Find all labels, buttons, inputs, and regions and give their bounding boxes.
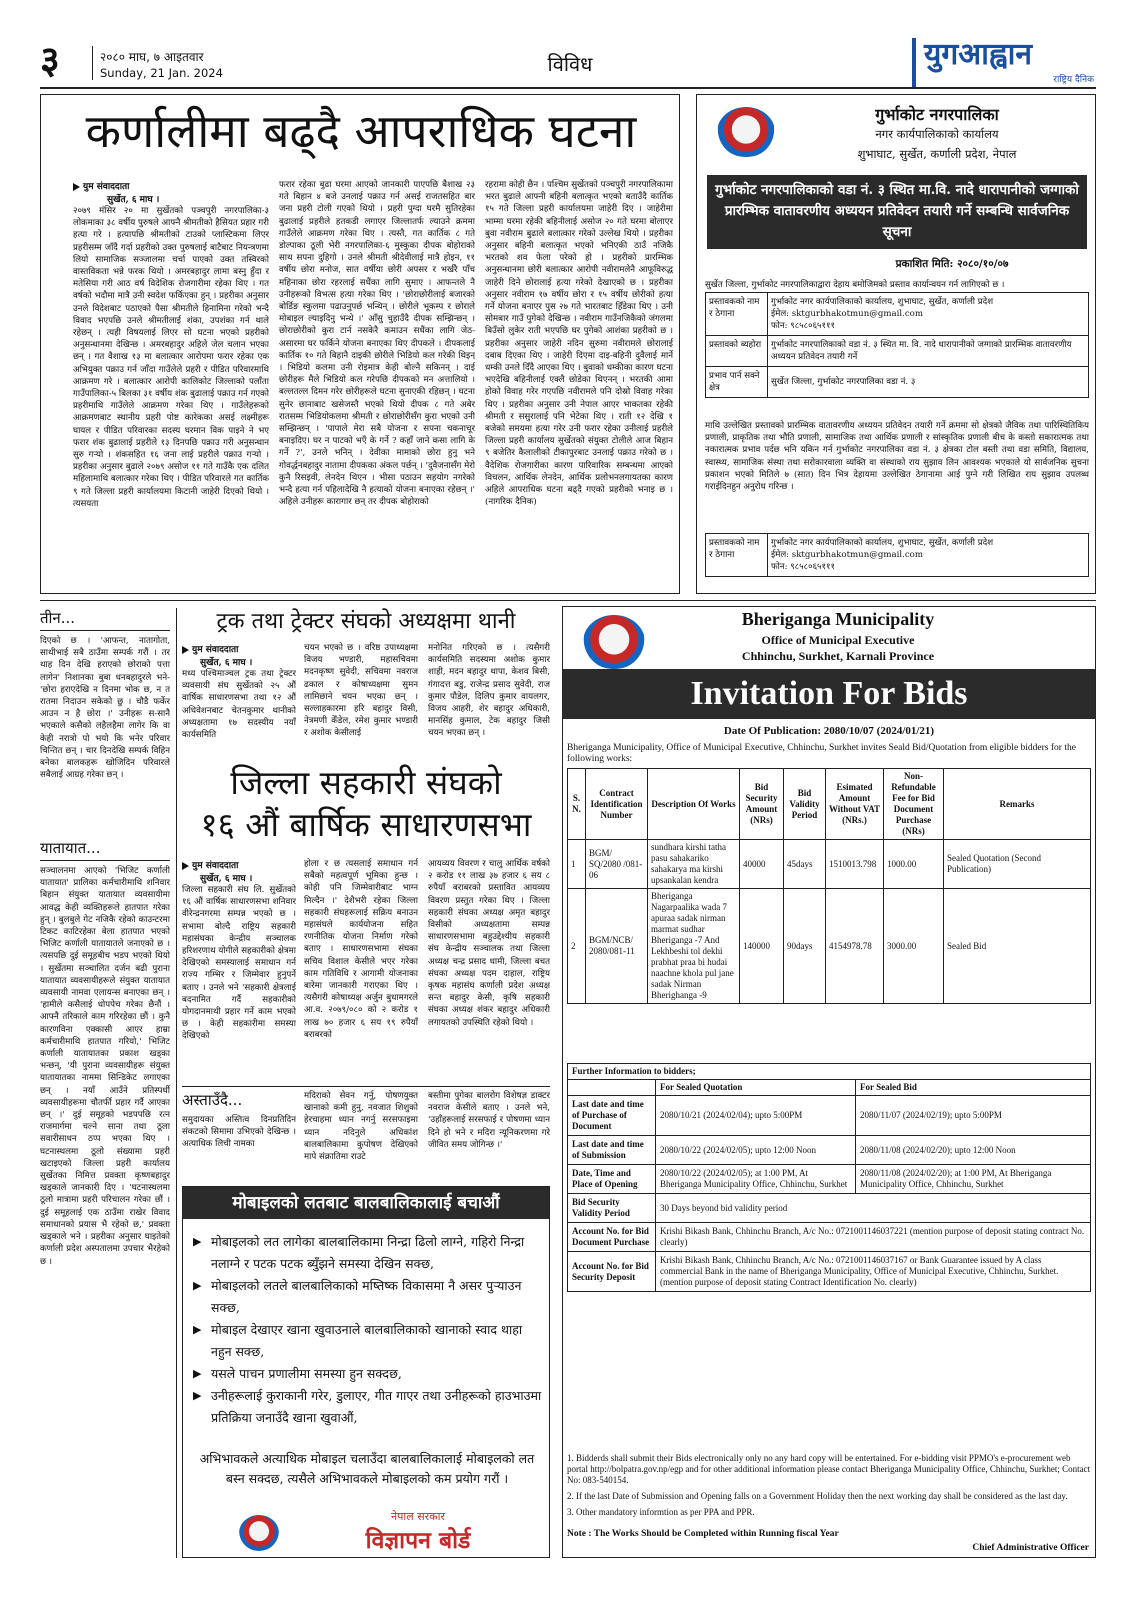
bids-cell: BGM/NCB/ 2080/081-11	[586, 889, 648, 1004]
mobile-ad-bullet-text: मोबाइलको लत लागेका बालबालिकामा निन्द्रा ढिलो लाग्ने, गहिरो निन्द्रा नलाग्ने र पटक पटक ब्युँझने समस्या देखिन सक्छ,	[211, 1234, 525, 1271]
mobile-ad-bullet	[193, 1275, 543, 1319]
bids-column-header: Description Of Works	[648, 769, 740, 840]
mobile-ad-bullet	[193, 1319, 543, 1363]
page-number: ३	[40, 37, 60, 82]
mobile-ad	[182, 1186, 550, 1558]
nepal-emblem-icon	[583, 615, 645, 669]
astaundai-section	[182, 1090, 550, 1180]
arrow-bullet-icon: ▶	[193, 1235, 202, 1248]
bullet-icon	[182, 646, 189, 654]
mobile-ad-bullet-text: उनीहरूलाई कुराकानी गरेर, डुलाएर, गीत गाएर तथा उनीहरूको हाउभाउमा प्रतिक्रिया जनाउँदै खाना खुवाऔं,	[211, 1388, 542, 1425]
sahakari-byline: युम संवाददाता	[192, 861, 239, 871]
yatayat-section	[40, 838, 170, 1583]
contact-label: प्रस्तावकको नाम र ठेगाना	[706, 534, 768, 577]
bids-cell: 4154978.78	[826, 889, 884, 1004]
sahakari-column-1: जिल्ला सहकारी संघ लि. सुर्खेतको १६ औं वार्षिक साधारणसभा शनिवार वीरेन्द्रनगरमा सम्पन्न भएको छ । सभामा बोल्दै राष्ट्रिय सहकारी महासंघका केन्द्रीय सञ्चालक हरिशरणाथ योगीले सहकारीको क्षेत्रमा देखिएको समस्यालाई समाधान गर्न राज्य गम्भिर र जिम्मेवार हुनुपर्ने बताए । उनले भने 'सहकारी क्षेत्रलाई बदनामित गर्दै सहकारीको योगदानमाथी प्रहार गर्ने काम भएको छ । केही सहकारीमा समस्या देखिएको	[182, 885, 296, 1042]
truck-column-3: मनोनित गरिएको छ । त्यसैगरी कार्यसमिति सदस्यमा अशोक कुमार शाही, मदन बहादुर थापा, केशव बिसी, गंगादत्त बडु, राजेन्द्र प्रसाद सुवेदी, राज कुमार पौडेल, दिलिप कुमार वायलगर, विजय आहरी, शेर बहादुर अधिकारी, मानसिंह कुमाल, टेक बहादुर जिसी चयन भएका छन् ।	[428, 643, 550, 739]
gurbhakot-notice	[696, 94, 1096, 594]
mobile-ad-bullet	[193, 1231, 543, 1275]
truck-story	[182, 606, 550, 756]
truck-headline: ट्रक तथा ट्रेक्टर संघको अध्यक्षमा थानी	[216, 609, 516, 634]
info-value: 2080/10/21 (2024/02/04); upto 5:00PM	[656, 1096, 856, 1136]
bids-column-header: Bid Validity Period	[784, 769, 826, 840]
sahakari-dateline: सुर्खेत, ६ माघ ।	[200, 874, 253, 884]
bullet-icon	[73, 183, 80, 191]
bids-date: Date Of Publication: 2080/10/07 (2024/01/21)	[723, 725, 935, 737]
bids-cell: 2	[568, 889, 586, 1004]
bids-note: 2. If the last Date of Submission and Opening falls on a Government Holiday then the next working day shall be considered as the last day.	[567, 1491, 1068, 1501]
lead-column-1: २०७९ मंसिर २० मा सुर्खेतको पञ्चपुरी नगरपालिका-३ लोकमाका ३८ वर्षीय पुरुषले आफ्नै श्रीमतीको हैसियत प्रहार गरी हत्या गरे । हत्यापछि श्रीमतीको टाउको प्लास्टिकमा लिएर प्रहरीसम्म जाँदै गर्दा प्रहरीको उक्त पुरुषलाई बाटैबाट नियन्त्रणमा लियो सामाजिक सञ्जालमा चर्चा पाएको उक्त तस्विरको वास्तविकता भन्ने फरक थियो । अमरबहादुर लामा बस्नु हुँदा र मतेसिया गरी आठ वर्ष विदेशिक रोजगारीमा रहेका थिए । गत वर्षको भदौमा मात्रै उनी स्वदेश फर्किएका हुन् । प्रहरीका अनुसार उनले विदेशबाट पठाएको पैसा श्रीमतीले हिनामिना गरेको भन्दै विवाद भएपछि उनले श्रीमतीलाई शंका, उपशंका गर्न थाले रहेछन् । त्यही विषयलाई लिएर सो घटना भएको प्रहरीको अनुसन्धानमा देखिन्छ । अमरबहादुर अहिले जेल चलान भएका छन् । गत वैशाख १३ मा बलात्कार आरोपमा फरार रहेका एक अभियुक्त पक्राउ गर्न जाँदा गाउँलेले प्रहरी र पीडित परिवारमाथि आक्रमण गरे । बलात्कार आरोपी कालिकोट जिल्लाको पलाँता गाउँपालिका-५ बिलका ३१ वर्षीय शंक बुढालाई पक्राउ गर्न गएको प्रहरीमाथि गाउँलेले आक्रमण गरेका थिए । गाउँलेहरूको आक्रमणबाट स्थानीय प्रहरी पोष्ट कारेकका असई लक्ष्मीहरू घायल र पीडित परिवारका सदस्य घरमान विक पाइने ने भए फरार शंक बुढालाई प्रहरीले १३ दिनपछि पक्राउ गरी अनुसन्धान सुरु गर्‍यो । शंकसहित १६ जना लाई प्रहरीले पक्राउ गर्‍यो । प्रहरीका अनुसार बुढाले २०७९ असोज ११ गते गाउँकै एक दलित महिलामाथि बलात्कार गरेका थिए । पीडित परिवारले गत कार्तिक ९ गते जिल्ला प्रहरी कार्यालयमा किटानी जाहेरी दिएको थियो । त्यसयता	[73, 206, 269, 509]
date-nepali: २०८० माघ, ७ आइतवार	[100, 50, 204, 64]
bids-column-header: Bid Security Amount (NRs)	[740, 769, 784, 840]
bids-row	[568, 840, 1091, 889]
mobile-ad-bullet	[193, 1385, 543, 1429]
info-header-quotation: For Sealed Quotation	[656, 1080, 856, 1096]
info-value: 2080/11/08 (2024/02/20); at 1:00 PM, At Bheriganga Municipality Office, Chhinchu, Surkhet	[856, 1165, 1091, 1194]
teen-text: दिएको छ । 'आफन्त, नातागोता, साथीभाई सबै ठाउँमा सम्पर्क गरौं । तर थाह दिन देखि हराएको छोराको पत्ता लागेन' निशानका बुबा धनबहादुरले भने- 'छोरा हराएदेखि न दिनमा भोक छ, न त रातमा निदाउन सकेको छु । चौडै फर्केर आउन न है छोरा ।' उनीहरू स-सानै भएकाले कसैको लहैलहैमा लागेर कि वा केही नरात्रो पो भयो कि भनेर परिवार चिन्तित छन् । चार दिनदेखि सम्पर्क विहिन बनेका बालकहरू खोजिदिन परिवारले सबैलाई आग्रह गरेका छन् ।	[40, 636, 170, 781]
bids-municipality: Bheriganga Municipality	[741, 609, 935, 629]
gurbhakot-body: माथि उल्लेखित प्रस्तावको प्रारम्भिक वातावरणीय अध्ययन प्रतिवेदन तयारी गर्ने क्रममा सो क्षेत्रको जैविक तथा पारिस्थितिकिय प्रणाली, प्राकृतिक तथा भौति प्रणाली, सामाजिक तथा आर्थिक प्रणाली र सांस्कृतिक प्रणाली बीच के कस्तो सकारात्मक तथा नकारात्मक प्रभाव पर्दछ भनि यकिन गर्न गुर्भाकोट नगरपालिका वडा नं. ३ क्षेत्रका टोल बस्ती तथा वडा समिति, विद्यालय, स्वास्थ्य, सामाजिक संस्था तथा सरोकारवाला व्यक्ति वा संस्थाको राय सुझाव लिन आवश्यक भएकाले यो सार्वजनिक सुचना प्रकाशन भएको मितिले ७ (सात) दिन भित्र देहायमा उल्लेखित ठेगानामा आई पुग्ने गरी लिखित राय सुझाव उपलब्ध गराईदिनहुन अनुरोध गरिन्छ ।	[705, 421, 1089, 493]
info-value: 2080/10/22 (2024/02/05); upto 12:00 Noon	[656, 1136, 856, 1165]
bids-signature: Chief Administrative Officer	[972, 1543, 1089, 1553]
bids-cell: 45days	[784, 840, 826, 889]
lead-story	[40, 94, 680, 594]
proposal-row	[706, 293, 1089, 336]
gurbhakot-name: गुर्भाकोट नगरपालिका	[875, 105, 999, 124]
masthead-subtitle: राष्ट्रिय दैनिक	[1053, 75, 1094, 85]
bids-notes	[567, 1453, 1091, 1523]
bids-note-bold: Note : The Works Should be Completed within Running fiscal Year	[567, 1529, 839, 1539]
gurbhakot-address: शुभाघाट, सुर्खेत, कर्णाली प्रदेश, नेपाल	[857, 147, 1017, 161]
info-label: Last date and time of Submission	[568, 1136, 656, 1165]
section-title: विविध	[547, 52, 593, 76]
arrow-bullet-icon: ▶	[193, 1389, 202, 1402]
gurbhakot-office: नगर कार्यपालिकाको कार्यालय	[875, 127, 999, 141]
sahakari-headline-line-1: जिल्ला सहकारी संघको	[230, 763, 502, 802]
sahakari-headline-line-2: १६ औं बार्षिक साधारणसभा	[200, 805, 532, 844]
proposal-label: प्रस्तावको ब्यहोरा	[706, 336, 768, 367]
info-row	[568, 1096, 1091, 1136]
lead-column-2: फरार रहेका बुढा घरमा आएको जानकारी पाएपछि बैशाख २३ गते बिहान ४ बजे उनलाई पक्राउ गर्न असई राजतसहित बार जना प्रहरी टोली गएको थियो । प्रहरी पुग्दा घरमै सुतिरहेका बुढालाई प्रहरीले हतकडी लगाएर जिल्लातर्फ ल्याउने क्रममा गाउँलेले आक्रमण गरेका थिए । त्यस्तै, गत कार्तिक ८ गते डोल्पाका ठूली भेरी नगरपालिका-६ मुस्कुका दीपक बोहोराको साथ सपना दुहिगो । उनले श्रीमती श्रीदेवीलाई मात्रै होइन, ११ वर्षीय छोरा मनोज, सात वर्षीया छोरी अपसर र भर्खरै पाँच महिनाका छोरा रहरलाई सधैंका लागि सुमाए । आफन्तले नै उनीहरूको विभत्स हत्या गरेका थिए । 'छोराछोरीलाई बजारको बोर्डिङ स्कुलमा पढाउनुपर्छ भन्थिन् । छोरीले भूकम्प र छोराले मोबाइल ल्याइदिनु भन्थे ।' आँसु चुहाउँदै दीपक सम्झिन्छन् । छोराछोरीको कुरा टार्न नसकेरै कमाउन सधैंका लागि जेठ-असारमा घर फर्किने योजना बनाएका थिए दीपकले । दीपकलाई कार्तिक १० गते बिहानै दाइकी छोरीले भिडियो कल गरेकी थिइन् । भिडियो कलमा उनी रोइमात्र केही बोल्नै सकिनन् । दाई छोरीहरू मैले भिडियो कल गरेपछि दीपकको मन अत्तालियो । बल्लतल्ल दिमन गरेर छोरीहरूले घटना सुनाएकी रहिछन् । घटना सुनेर छानाबाट खसेजस्तै भएको थियो दीपक ८ गते अबेर रातसम्म भिडियोकलमा श्रीमती र छोराछोरीसँग कुरा भएको उनी सम्झिन्छन् । 'पापाले मेरा सबै योजना र सपना चकनाचूर बनाइदिए। घर न पाटको भएँ के गर्ने ? कहाँ जाने कसा लागि के गर्ने ?', उनले भनिन् । देवीका मामाको छोरा हुनु भने गोवर्द्धनबहादुर नातामा दीपकका अंकल पर्छन् । 'दुवैजनासँग मेरो कुनै रिसइवी, लेनदेन थिएन । भीसा पठाउन सहयोग नगरेको भन्दै हत्या गर्न पहिलादेखि नै हत्याको योजना बनाएका रहेछन् ।' अहिले उनीहरू कारागार छन् तर दीपक बोहोराको	[279, 180, 475, 508]
bids-office: Office of Municipal Executive	[761, 633, 915, 647]
mobile-ad-bullet	[193, 1363, 543, 1385]
bids-column-header: Esimated Amount Without VAT (NRs.)	[826, 769, 884, 840]
bids-cell: sundhara kirshi tatha pasu sahakariko sahakarya ma kirshi upsankalan kendra	[648, 840, 740, 889]
teen-heading: तीन...	[40, 608, 170, 631]
bids-cell: 1510013.798	[826, 840, 884, 889]
bids-title: Invitation For Bids	[563, 669, 1095, 719]
truck-column-1: मध्य पश्चिमाञ्चल ट्रक तथा ट्रेक्टर व्यवसायी संघ सुर्खेतको २५ औं वार्षिक साधारणसभा तथा १२ औं अधिवेशनबाट चेतनकुमार थानीको अध्यक्षतामा १७ सदस्यीय नयाँ कार्यसमिति	[182, 669, 296, 741]
lead-byline: युम संवाददाता	[83, 182, 130, 192]
bids-cell: BGM/ SQ/2080 /081-06	[586, 840, 648, 889]
mobile-ad-sponsor-top: नेपाल सरकार	[391, 1510, 445, 1523]
nepal-emblem-icon	[239, 1515, 279, 1551]
info-label: Last date and time of Purchase of Document	[568, 1096, 656, 1136]
proposal-label: प्रस्तावकको नाम र ठेगाना	[706, 293, 768, 336]
yatayat-text: सञ्चालनमा आएको 'भिजिट कर्णाली यातायात' प्रालिका कर्मचारीमाथि शनिवार बिहान संयुक्त यातायात व्यवसायीमा आवद्ध केही व्यक्तिहरूले हातपात गरेका हुन् । बुलबुले गेट नजिकै रहेको काउन्टरमा टिकट काटिरहेका बेला हातपात भएको भिजिट कर्णाली यातायातले जनाएको छ । त्यसपछि दुई समूहबीच भडप भएको थियो । सुर्खेतमा सञ्चालित दर्जन बढी पुराना यातायात व्यवसायीहरूले संयुक्त यातायात व्यवसायी नामवा एलायन्स बनाएका छन् । 'हामीले कसैलाई धोपपेच गरेका छैनौं । आफ्नै तरिकाले काम गरिरहेका छौं । कुनै कारणविना एक्कासी आएर हाम्रा कर्मचारीमाथि हातपात गरियो,' भिजिट कर्णाली यातायातका प्रकाश खड्का भन्छन्, 'यी पुराना व्यवसायीहरू संयुक्त यातायातका नाममा सिन्डिकेट लगाएका छन् । नयाँ आउँने प्रतिस्पर्धी व्यवसायीहरूमा चौतर्फी प्रहार गर्दै आएका छन् ।' दुई समूहको भडपपछि रत्न राजमार्गमा चल्ने साना तथा ठूला सवारीसाधन ठप्प भएका थिए । घटनास्थलमा ठूलो संख्यामा प्रहरी खटाइएको जिल्ला प्रहरी कार्यालय सुर्खेतका निमित्त प्रवक्ता कृष्णबहादुर खड्काले जानकारी दिए । 'घटनास्थलमा ठूलो मात्रामा प्रहरी परिचालन गरेका छौं । दुई समूहलाई एक ठाउँमा राखेर विवाद समाधानको प्रयास भै रहेको छ,' प्रवक्ता खड्काले भने । प्रहरीका अनुसार घाइतेको कर्णाली प्रदेश अस्पतालमा उपचार भैरहेको छ ।	[40, 866, 170, 1267]
bids-cell: 40000	[740, 840, 784, 889]
gurbhakot-intro: सुर्खेत जिल्ला, गुर्भाकोट नगरपालिकाद्वारा देहाय बमोजिमको प्रस्ताव कार्यान्वयन गर्न लागिएको छ ।	[705, 280, 1005, 290]
truck-dateline: सुर्खेत, ६ माघ ।	[200, 658, 253, 668]
mobile-ad-bullet-text: मोबाइलको लतले बालबालिकाको मष्तिष्क विकासमा नै असर पुऱ्याउन सक्छ,	[211, 1278, 522, 1315]
bids-info-table	[567, 1063, 1091, 1292]
bids-cell: Sealed Quotation (Second Publication)	[944, 840, 1091, 889]
bids-note: 1. Bidderds shall submit their Bids electronically only no any hard copy will be entertained. For e-bidding visit PPMO's e-procurement web portal http://bolpatra.gov.np/egp and for other additional information please contact Bheriganga Municipality Office, Chhinchu, Surkhet; Contact No: 083-540154.	[567, 1453, 1091, 1485]
proposal-value: गुर्भाकोट नगरपालिकाको वडा नं. ३ स्थित मा. वि. नादे धारापानीको जग्गाको प्रारम्भिक वातावरणीय अध्ययन प्रतिवेदन तयारी गर्ने	[768, 336, 1089, 367]
bids-cell: 3000.00	[884, 889, 944, 1004]
bids-column-header: Remarks	[944, 769, 1091, 840]
proposal-row	[706, 367, 1089, 398]
info-header-bid: For Sealed Bid	[856, 1080, 1091, 1096]
nepal-emblem-icon	[717, 107, 775, 157]
yatayat-heading: यातायात...	[40, 838, 170, 861]
arrow-bullet-icon: ▶	[193, 1367, 202, 1380]
contact-value: गुर्भाकोट नगर कार्यपालिकाको कार्यालय, शुभाघाट, सुर्खेत, कर्णाली प्रदेश ईमेल: sktgurbhakotmun@gmail.com फोन: ९८५८०६५१११	[768, 534, 1089, 577]
info-value: 2080/10/22 (2024/02/05); at 1:00 PM, At Bheriganga Municipality Office, Chhinchu, Surkhet	[656, 1165, 856, 1194]
arrow-bullet-icon: ▶	[193, 1323, 202, 1336]
date-english: Sunday, 21 Jan. 2024	[100, 66, 223, 80]
mobile-ad-banner: मोबाइलको लतबाट बालबालिकालाई बचाऔं	[183, 1187, 549, 1219]
mobile-ad-sponsor: विज्ञापन बोर्ड	[365, 1527, 471, 1554]
proposal-value: गुर्भाकोट नगर कार्यपालिकाको कार्यालय, शुभाघाट, सुर्खेत, कर्णाली प्रदेश ईमेल: sktgurbhakotmun@gmail.com फोन: ९८५८०६५१११	[768, 293, 1089, 336]
bids-column-header: Non-Refundable Fee for Bid Document Purchase (NRs)	[884, 769, 944, 840]
bids-note: 3. Other mandatory informtion as per PPA and PPR.	[567, 1507, 755, 1517]
info-row	[568, 1165, 1091, 1194]
sahakari-column-2: होला र छ त्यसलाई समाधान गर्न सबैको महत्वपूर्ण भूमिका हुन्छ । कोही पनि जिम्मेवारीबाट भाग्न मिल्दैन ।' देशैभरी रहेका जिल्ला सहकारी संघहरूलाई सक्रिय बनाउन महासंघले कार्ययोजना सहित रणनीतिक योजना निर्माण गरेको बताए । साधारणसभामा संघका सचिव विशाल केसीले भएर गरेका काम गतिविधि र आगामी योजनाका बारेमा जानकारी गराएका थिए । त्यसैगरी कोषाध्यक्ष अर्जुन बुधामगरले आ.व. २०७९/०८० को २ करोड १ लाख ७० हजार ६ सय १९ रुपैयाँ बराबरको	[304, 859, 418, 1040]
sahakari-story	[182, 762, 550, 1082]
account-doc-value: Krishi Bikash Bank, Chhinchu Branch, A/c No.: 0721001146037221 (mention purpose of deposit stating contract No. clearly)	[656, 1223, 1091, 1252]
proposal-row	[706, 336, 1089, 367]
lead-headline: कर्णालीमा बढ्दै आपराधिक घटना	[85, 104, 637, 158]
info-value: 2080/11/07 (2024/02/19); upto 5:00PM	[856, 1096, 1091, 1136]
bids-table	[567, 768, 1091, 1004]
bids-cell: 90days	[784, 889, 826, 1004]
bids-cell: 140000	[740, 889, 784, 1004]
bids-cell: 1000.00	[884, 840, 944, 889]
gurbhakot-published: प्रकाशित मिति: २०८०/१०/०७	[895, 258, 1009, 270]
mobile-ad-bullets	[193, 1231, 543, 1429]
sahakari-column-3: आयव्यय विवरण र चालु आर्थिक वर्षको २ करोड ११ लाख ३७ हजार ६ सय ८ रुपैयाँ बराबरको प्रस्तावित आयव्यय विवरण प्रस्तुत गरेका थिए । जिल्ला सहकारी संघका अध्यक्ष अमृत बहादुर विसीको अध्यक्षतामा सम्पन्न साधारणसभामा बहुउद्देश्यीय सहकारी संघ केन्द्रीय सञ्चालक तथा जिल्ला अध्यक्ष चन्द्र प्रसाद धामी, जिल्ला बचत संघका अध्यक्ष पदम दाहाल, राष्ट्रिय कृषक महासंघ कर्णाली प्रदेश अध्यक्ष सन्त बहादुर केसी, कृषि सहकारी संघका अध्यक्ष शंकर बहादुर अधिकारी लगायतको उपस्थिति रहेको थियो ।	[428, 859, 550, 1028]
astaundai-column-2: मदिराको सेवन गर्नु, पोषणयुक्त खानाको कमी हुनु, नवजात शिशुको हेरचाहमा ध्यान नगर्नु सरसफाइमा ध्यान नदिनुले अधिकांश बालबालिकामा कुपोषण देखिएको मापे संक्रातिमा राउटे	[304, 1091, 418, 1163]
mobile-ad-bullet-text: मोबाइल देखाएर खाना खुवाउनाले बालबालिकाको खानाको स्वाद थाहा नहुन सक्छ,	[211, 1322, 523, 1359]
bids-column-header: Contract Identification Number	[586, 769, 648, 840]
bids-address: Chhinchu, Surkhet, Karnali Province	[741, 649, 935, 663]
masthead-logo	[912, 38, 1094, 88]
proposal-value: सुर्खेत जिल्ला, गुर्भाकोट नगरपालिका वडा नं. ३	[768, 367, 1089, 398]
lead-dateline: सुर्खेत, ६ माघ ।	[107, 195, 160, 205]
validity-label: Bid Security Validity Period	[568, 1194, 656, 1223]
teen-section	[40, 608, 170, 835]
gurbhakot-proposal-table	[705, 292, 1089, 398]
bids-cell: Sealed Bid	[944, 889, 1091, 1004]
bids-cell: Bheriganga Nagarpaalika wada 7 apuraa sadak nirman marmat sudhar Bheriganga -7 And Lekhbeshi tol dekhi prabhat praa bi hudai naachne khola pul jane sadak Nirman Bherighanga -9	[648, 889, 740, 1004]
gurbhakot-contact-table	[705, 533, 1089, 577]
account-doc-label: Account No. for Bid Document Purchase	[568, 1223, 656, 1252]
mobile-ad-footer: अभिभावकले अत्याधिक मोबाइल चलाउँदा बालबालिकालाई मोबाइलको लत बस्न सक्दछ, त्यसैले अभिभावकले मोबाइलको कम प्रयोग गरौं ।	[199, 1451, 535, 1486]
account-dep-label: Account No. for Bid Security Deposit	[568, 1252, 656, 1292]
proposal-label: प्रभाव पार्न सक्ने क्षेत्र	[706, 367, 768, 398]
truck-column-2: चयन भएको छ । वरिष्ठ उपाध्यक्षमा विजय भण्डारी, महासचिवमा मदनकृष्ण सुवेदी, सचिवमा नवराज ढकाल र कोषाध्यक्षमा सुमन लामिछाने चयन भएका छन् । सल्लाहकारमा हरि बहादुर विसी, नेत्रमणी केँडेल, रमेश कुमार भण्डारी र अशोक केसीलाई	[304, 643, 418, 739]
masthead-title: युगआह्वान	[924, 37, 1033, 72]
bullet-icon	[182, 862, 189, 870]
lead-column-3: रहरामा कोही छैन । पश्चिम सुर्खेतको पञ्चपुरी नगरपालिकामा भरत बुढाले आफ्नी बहिनी बलात्कृत भएको बताउँदै कार्तिक १५ गते जिल्ला प्रहरी कार्यालयमा जाहेरी दिए । जाहेरीमा भाम्मा घरमा रहेकी बहिनीलाई असोज २० गते घरमा बोलाएर बुवा नवीराम बुढाले बलात्कार गरेको उल्लेख थियो । प्रहरीका अनुसार बहिनी बलात्कृत भएको भनिएकी ठाउँ नजिकै भरतको शव फेला परेको हो । प्रहरीको प्रारम्भिक अनुसन्धानमा छोरी बलात्कार आरोपी नवीरामलेनै आफूविरुद्ध जाहेरी दिने छोरालाई हत्या गरेको देखाएको छ । प्रहरीका अनुसार नवीराम १७ वर्षीय छोरा र १५ वर्षीय छोरीको हत्या गर्ने योजना बनाएर पुस २७ गते भारतबाट हिँडेका थिए । उनी सोमबार गाउँ पुगेको देखिन्छ । नवीराम गाउँनजिकैको जंगलमा बिउँसो लुकेर राती भएपछि घर पुगेको आशंका प्रहरीको छ । प्रहरीका अनुसार जाहेरी नदिन सुरुमा नवीरामले छोरालाई दबाब दिएका थिए । जाहेरी दिएमा दाइ-बहिनी दुवैलाई मार्ने धम्की उनले दिँदै आएका थिए । बुवाको धम्कीका कारण घटना भएदेखि बहिनीलाई एक्लै छोडेका थिएनन् । भरतकी आमा होको विवाह गरेर गएपछि नवीरामले पनि दोस्रो विवाह गरेका थिए । प्रहरीका अनुसार उनी नेपाल आएर भाकतका रहेकी श्रीमती र ससुरालाई पनि भेटेका थिए । राती १२ देखि १ बजेको समयमा हत्या गरेर उनी फरार रहेका उनीलाई प्रहरीले जिल्ला प्रहरी कार्यालय सुर्खेतको संयुक्त टोलीले आज बिहान ९ बजेतिर कैलालीको टीकापुरबाट उनलाई पक्राउ गरेको छ । वैदेशिक रोजगारीका कारण पारिवारिक सम्बन्धमा आएको विचलन, आर्थिक लेनदेन, आर्थिक प्रलोभनलगायतका कारण अहिले आपराधिक घटना बढ्दै गएको प्रहरीको भनाइ छ । (नागरिक दैनिक)	[485, 180, 673, 508]
bids-column-header: S. N.	[568, 769, 586, 840]
bids-row	[568, 889, 1091, 1004]
bids-notice	[562, 606, 1096, 1558]
validity-value: 30 Days beyond bid validity period	[656, 1194, 1091, 1223]
bids-cell: 1	[568, 840, 586, 889]
arrow-bullet-icon: ▶	[193, 1279, 202, 1292]
astaundai-column-3: बस्तीमा पुगेका बालरोग विशेषज्ञ डाक्टर नवराज केसीले बताए । उनले भने, 'उहाँहरूलाई सरसफाई र पोषणमा ध्यान दिने हो भने र मदिरा न्यूनिकरणमा गरे जीवित समय जोगिन्छ ।'	[428, 1091, 550, 1150]
truck-byline: युम संवाददाता	[192, 645, 239, 655]
further-info-label: Further Information to bidders;	[568, 1064, 1091, 1080]
info-label: Date, Time and Place of Opening	[568, 1165, 656, 1194]
info-value: 2080/11/08 (2024/02/20); upto 12:00 Noon	[856, 1136, 1091, 1165]
astaundai-heading: अस्ताउँदै...	[182, 1091, 243, 1109]
account-dep-value: Krishi Bikash Bank, Chhinchu Branch, A/c No.: 0721001146037167 or Bank Guarantee issued by A class commercial Bank in the name of Bheriganga Municipality, Office of Municipal Executive, Chhinchu, Surkhet. (mention purpose of deposit stating Contract Identification No. clearly)	[656, 1252, 1091, 1292]
astaundai-column-1: समुदायका अस्तित्व दिनप्रतिदिन संकटको सिमामा उभिएको देखिन्छ । अत्याधिक लिची नामका	[182, 1115, 296, 1150]
bids-intro: Bheriganga Municipality, Office of Municipal Executive, Chhinchu, Surkhet invites Seald Bid/Quotation from eligible bidders for the following works:	[567, 743, 1076, 764]
mobile-ad-bullet-text: यसले पाचन प्रणालीमा समस्या हुन सक्दछ,	[211, 1366, 402, 1381]
info-row	[568, 1136, 1091, 1165]
gurbhakot-title: गुर्भाकोट नगरपालिकाको वडा नं. ३ स्थित मा.वि. नादे धारापानीको जग्गाको प्रारम्भिक वातावरणीय अध्ययन प्रतिवेदन तयारी गर्ने सम्बन्धि सार्वजनिक सूचना	[707, 175, 1087, 249]
